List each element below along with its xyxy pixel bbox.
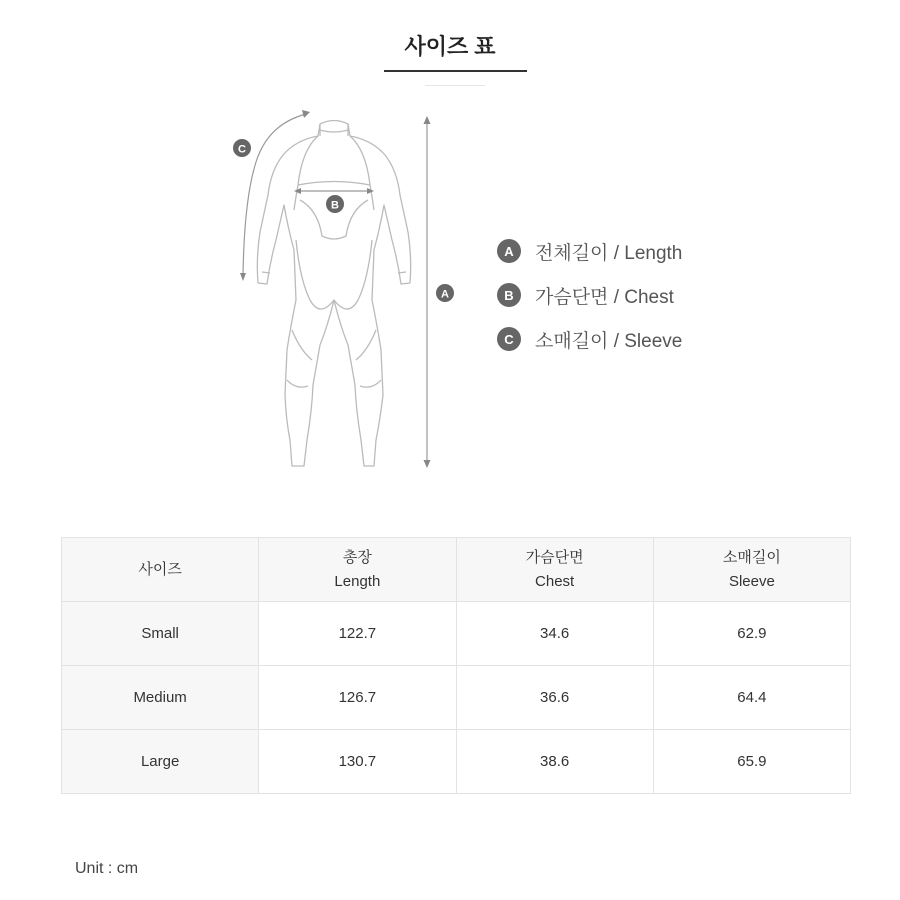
column-header-length bbox=[259, 538, 456, 602]
row-size-small: Small bbox=[62, 602, 259, 666]
cell-medium-length: 126.7 bbox=[259, 666, 456, 730]
marker-c-label: C bbox=[238, 143, 246, 156]
column-header-chest-en: Chest bbox=[535, 572, 575, 590]
legend-item-sleeve bbox=[497, 326, 682, 352]
legend-text-length: 전체길이 / Length bbox=[535, 242, 683, 264]
legend-text-sleeve: 소매길이 / Sleeve bbox=[535, 330, 683, 352]
cell-small-length: 122.7 bbox=[259, 602, 456, 666]
wetsuit-outline bbox=[257, 121, 410, 467]
column-header-sleeve bbox=[653, 538, 850, 602]
marker-b-label: B bbox=[331, 199, 339, 212]
legend-badge-c: C bbox=[497, 327, 521, 351]
measurement-legend bbox=[497, 238, 682, 370]
table-header-row bbox=[62, 538, 851, 602]
cell-medium-chest: 36.6 bbox=[456, 666, 653, 730]
cell-small-sleeve: 62.9 bbox=[653, 602, 850, 666]
column-header-chest bbox=[456, 538, 653, 602]
table-row bbox=[62, 666, 851, 730]
legend-badge-a: A bbox=[497, 239, 521, 263]
length-arrow bbox=[424, 116, 431, 468]
cell-large-chest: 38.6 bbox=[456, 730, 653, 794]
legend-text-chest: 가슴단면 / Chest bbox=[535, 286, 674, 308]
row-size-medium: Medium bbox=[62, 666, 259, 730]
table-corner-cell: 사이즈 bbox=[62, 538, 259, 602]
cell-large-length: 130.7 bbox=[259, 730, 456, 794]
cell-large-sleeve: 65.9 bbox=[653, 730, 850, 794]
column-header-length-en: Length bbox=[334, 572, 381, 590]
marker-a-label: A bbox=[441, 288, 449, 301]
cell-small-chest: 34.6 bbox=[456, 602, 653, 666]
size-table bbox=[61, 537, 851, 794]
legend-item-chest bbox=[497, 282, 682, 308]
column-header-sleeve-en: Sleeve bbox=[728, 572, 775, 590]
cell-medium-sleeve: 64.4 bbox=[653, 666, 850, 730]
row-size-large: Large bbox=[62, 730, 259, 794]
legend-badge-b: B bbox=[497, 283, 521, 307]
unit-note: Unit : cm bbox=[75, 860, 139, 877]
column-header-length-ko: 총장 bbox=[342, 548, 372, 566]
table-row bbox=[62, 602, 851, 666]
sleeve-arrow-head-bottom bbox=[240, 273, 246, 281]
column-header-sleeve-ko: 소매길이 bbox=[722, 548, 781, 566]
sleeve-arrow-head-top bbox=[302, 110, 310, 118]
legend-item-length bbox=[497, 238, 682, 264]
table-row bbox=[62, 730, 851, 794]
chest-arrow bbox=[294, 188, 374, 194]
page-title: 사이즈 표 bbox=[404, 34, 496, 59]
column-header-chest-ko: 가슴단면 bbox=[525, 548, 584, 566]
